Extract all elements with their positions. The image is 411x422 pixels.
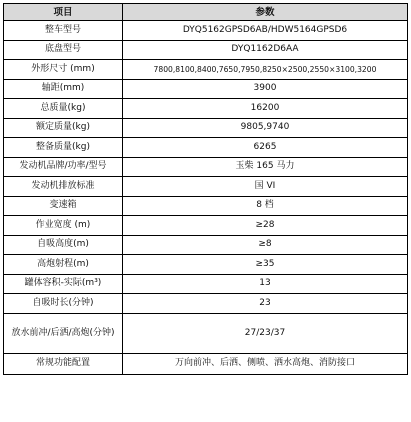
table-header-row <box>4 4 408 21</box>
spec-table-container <box>3 3 408 375</box>
row-value: 13 <box>123 274 408 294</box>
row-value: 8 档 <box>123 196 408 216</box>
row-value: 3900 <box>123 79 408 99</box>
row-label: 常规功能配置 <box>4 353 123 374</box>
row-label: 额定质量(kg) <box>4 118 123 138</box>
row-label: 整车型号 <box>4 21 123 41</box>
row-label: 总质量(kg) <box>4 99 123 119</box>
header-parameter: 参数 <box>123 4 408 21</box>
row-label: 发动机排放标准 <box>4 177 123 197</box>
table-row <box>4 274 408 294</box>
table-row <box>4 255 408 275</box>
row-label: 作业宽度 (m) <box>4 216 123 236</box>
row-value: ≥35 <box>123 255 408 275</box>
table-row <box>4 216 408 236</box>
row-value: DYQ5162GPSD6AB/HDW5164GPSD6 <box>123 21 408 41</box>
row-label: 整备质量(kg) <box>4 138 123 158</box>
row-label: 自吸高度(m) <box>4 235 123 255</box>
row-value: 7800,8100,8400,7650,7950,8250×2500,2550×3100,3200 <box>123 60 408 80</box>
row-value: 万向前冲、后洒、侧喷、洒水高炮、消防接口 <box>123 353 408 374</box>
table-row <box>4 99 408 119</box>
row-label: 轴距(mm) <box>4 79 123 99</box>
row-value: 玉柴 165 马力 <box>123 157 408 177</box>
row-value: ≥28 <box>123 216 408 236</box>
header-item: 项目 <box>4 4 123 21</box>
row-value: DYQ1162D6AA <box>123 40 408 60</box>
row-value: 16200 <box>123 99 408 119</box>
table-row <box>4 118 408 138</box>
table-row <box>4 79 408 99</box>
row-label: 变速箱 <box>4 196 123 216</box>
row-label: 高炮射程(m) <box>4 255 123 275</box>
table-row <box>4 157 408 177</box>
row-label: 外形尺寸 (mm) <box>4 60 123 80</box>
table-row <box>4 294 408 314</box>
row-value: ≥8 <box>123 235 408 255</box>
row-value: 6265 <box>123 138 408 158</box>
table-row <box>4 353 408 374</box>
row-label: 发动机品牌/功率/型号 <box>4 157 123 177</box>
row-label: 底盘型号 <box>4 40 123 60</box>
table-row <box>4 177 408 197</box>
table-row <box>4 138 408 158</box>
row-label: 罐体容积-实际(m³) <box>4 274 123 294</box>
row-label: 自吸时长(分钟) <box>4 294 123 314</box>
row-value: 国 VI <box>123 177 408 197</box>
row-value: 23 <box>123 294 408 314</box>
table-row <box>4 196 408 216</box>
row-label: 放水前冲/后洒/高炮(分钟) <box>4 313 123 353</box>
table-row <box>4 21 408 41</box>
table-row <box>4 60 408 80</box>
row-value: 27/23/37 <box>123 313 408 353</box>
table-row <box>4 235 408 255</box>
row-value: 9805,9740 <box>123 118 408 138</box>
table-row <box>4 313 408 353</box>
spec-table <box>3 3 408 375</box>
table-row <box>4 40 408 60</box>
